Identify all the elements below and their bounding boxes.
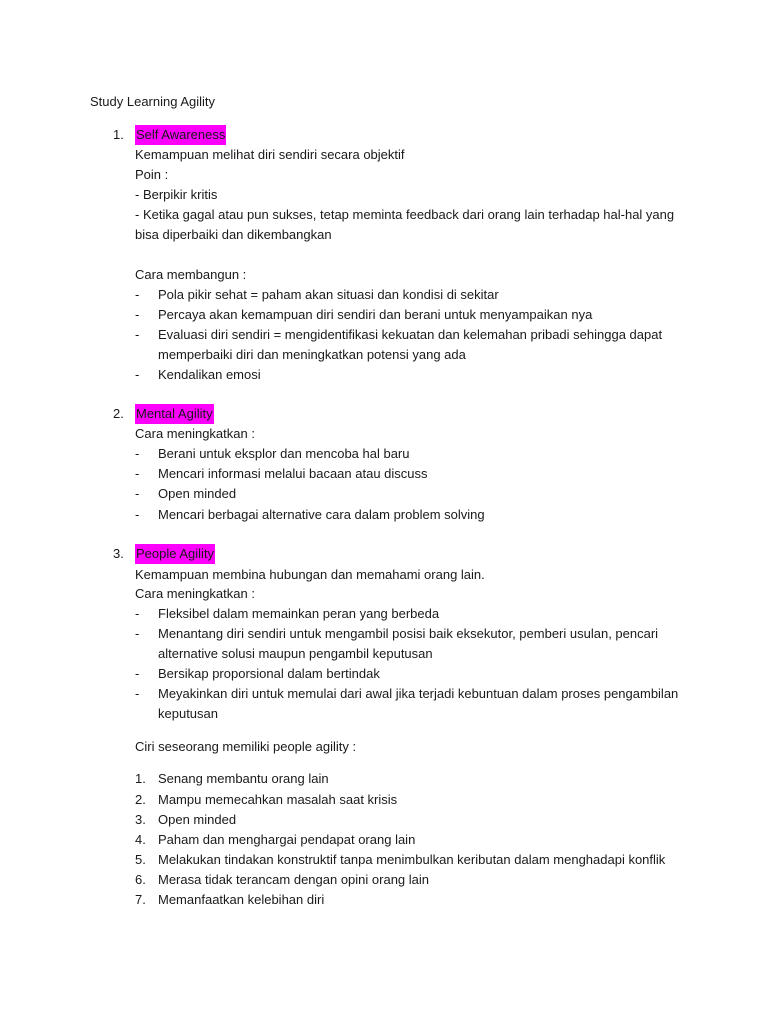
numbered-item xyxy=(0,790,768,810)
poin-item: - Ketika gagal atau pun sukses, tetap meminta feedback dari orang lain terhadap hal-hal yang xyxy=(135,207,675,222)
bullet-dash: - xyxy=(135,367,140,382)
list-item-text: Evaluasi diri sendiri = mengidentifikasi kekuatan dan kelemahan pribadi sehingga dapat xyxy=(158,327,663,342)
item-number: 4. xyxy=(135,832,146,847)
numbered-item xyxy=(0,769,768,789)
list-item xyxy=(0,444,768,464)
section-number: 2. xyxy=(113,406,124,421)
list-item-text: Bersikap proporsional dalam bertindak xyxy=(158,666,380,681)
section-number: 3. xyxy=(113,546,124,561)
section-title: Mental Agility xyxy=(135,404,214,424)
item-text: Open minded xyxy=(158,812,237,827)
item-number: 2. xyxy=(135,792,146,807)
section-title: People Agility xyxy=(135,544,215,564)
section-heading-people-agility xyxy=(0,544,768,564)
list-item xyxy=(0,464,768,484)
list-item xyxy=(0,365,768,385)
numbered-item xyxy=(0,870,768,890)
bullet-dash: - xyxy=(135,486,140,501)
list-item xyxy=(0,604,768,624)
section-description: Kemampuan membina hubungan dan memahami orang lain. xyxy=(135,567,485,582)
list-item-text: Mencari informasi melalui bacaan atau discuss xyxy=(158,466,428,481)
poin-item: - Berpikir kritis xyxy=(135,187,218,202)
list-item-text: Percaya akan kemampuan diri sendiri dan berani untuk menyampaikan nya xyxy=(158,307,593,322)
item-number: 1. xyxy=(135,771,146,786)
item-number: 3. xyxy=(135,812,146,827)
list-item xyxy=(0,325,768,345)
item-text: Mampu memecahkan masalah saat krisis xyxy=(158,792,398,807)
item-number: 6. xyxy=(135,872,146,887)
item-number: 7. xyxy=(135,892,146,907)
numbered-item xyxy=(0,850,768,870)
list-item-text: Kendalikan emosi xyxy=(158,367,261,382)
bullet-dash: - xyxy=(135,606,140,621)
item-number: 5. xyxy=(135,852,146,867)
numbered-item xyxy=(0,890,768,910)
section-description: Kemampuan melihat diri sendiri secara objektif xyxy=(135,147,405,162)
bullet-dash: - xyxy=(135,626,140,641)
bullet-dash: - xyxy=(135,466,140,481)
section-title: Self Awareness xyxy=(135,125,226,145)
cara-label: Cara meningkatkan : xyxy=(135,426,255,441)
list-item-text: Menantang diri sendiri untuk mengambil posisi baik eksekutor, pemberi usulan, pencari xyxy=(158,626,659,641)
list-item-text: Berani untuk eksplor dan mencoba hal baru xyxy=(158,446,410,461)
list-item xyxy=(0,505,768,525)
list-item-continued: keputusan xyxy=(158,706,218,721)
item-text: Memanfaatkan kelebihan diri xyxy=(158,892,325,907)
section-heading-self-awareness xyxy=(0,125,768,145)
bullet-dash: - xyxy=(135,507,140,522)
bullet-dash: - xyxy=(135,666,140,681)
list-item xyxy=(0,305,768,325)
ciri-label: Ciri seseorang memiliki people agility : xyxy=(135,739,357,754)
numbered-item xyxy=(0,810,768,830)
list-item-text: Pola pikir sehat = paham akan situasi dan kondisi di sekitar xyxy=(158,287,499,302)
numbered-item xyxy=(0,830,768,850)
poin-item-continued: bisa diperbaiki dan dikembangkan xyxy=(135,227,332,242)
bullet-dash: - xyxy=(135,686,140,701)
list-item-text: Mencari berbagai alternative cara dalam problem solving xyxy=(158,507,485,522)
list-item xyxy=(0,624,768,644)
list-item-continued: alternative solusi maupun pengambil keputusan xyxy=(158,646,433,661)
bullet-dash: - xyxy=(135,287,140,302)
section-heading-mental-agility xyxy=(0,404,768,424)
item-text: Merasa tidak terancam dengan opini orang lain xyxy=(158,872,430,887)
list-item-text: Fleksibel dalam memainkan peran yang berbeda xyxy=(158,606,440,621)
list-item xyxy=(0,285,768,305)
list-item-text: Meyakinkan diri untuk memulai dari awal jika terjadi kebuntuan dalam proses pengambilan xyxy=(158,686,679,701)
item-text: Melakukan tindakan konstruktif tanpa menimbulkan keributan dalam menghadapi konflik xyxy=(158,852,666,867)
list-item-continued: memperbaiki diri dan meningkatkan potensi yang ada xyxy=(158,347,466,362)
list-item-text: Open minded xyxy=(158,486,237,501)
item-text: Senang membantu orang lain xyxy=(158,771,329,786)
document-title: Study Learning Agility xyxy=(90,94,216,109)
bullet-dash: - xyxy=(135,307,140,322)
list-item xyxy=(0,484,768,504)
list-item xyxy=(0,684,768,704)
cara-label: Cara membangun : xyxy=(135,267,247,282)
bullet-dash: - xyxy=(135,446,140,461)
item-text: Paham dan menghargai pendapat orang lain xyxy=(158,832,416,847)
list-item xyxy=(0,664,768,684)
poin-label: Poin : xyxy=(135,167,169,182)
section-number: 1. xyxy=(113,127,124,142)
bullet-dash: - xyxy=(135,327,140,342)
cara-label: Cara meningkatkan : xyxy=(135,586,255,601)
